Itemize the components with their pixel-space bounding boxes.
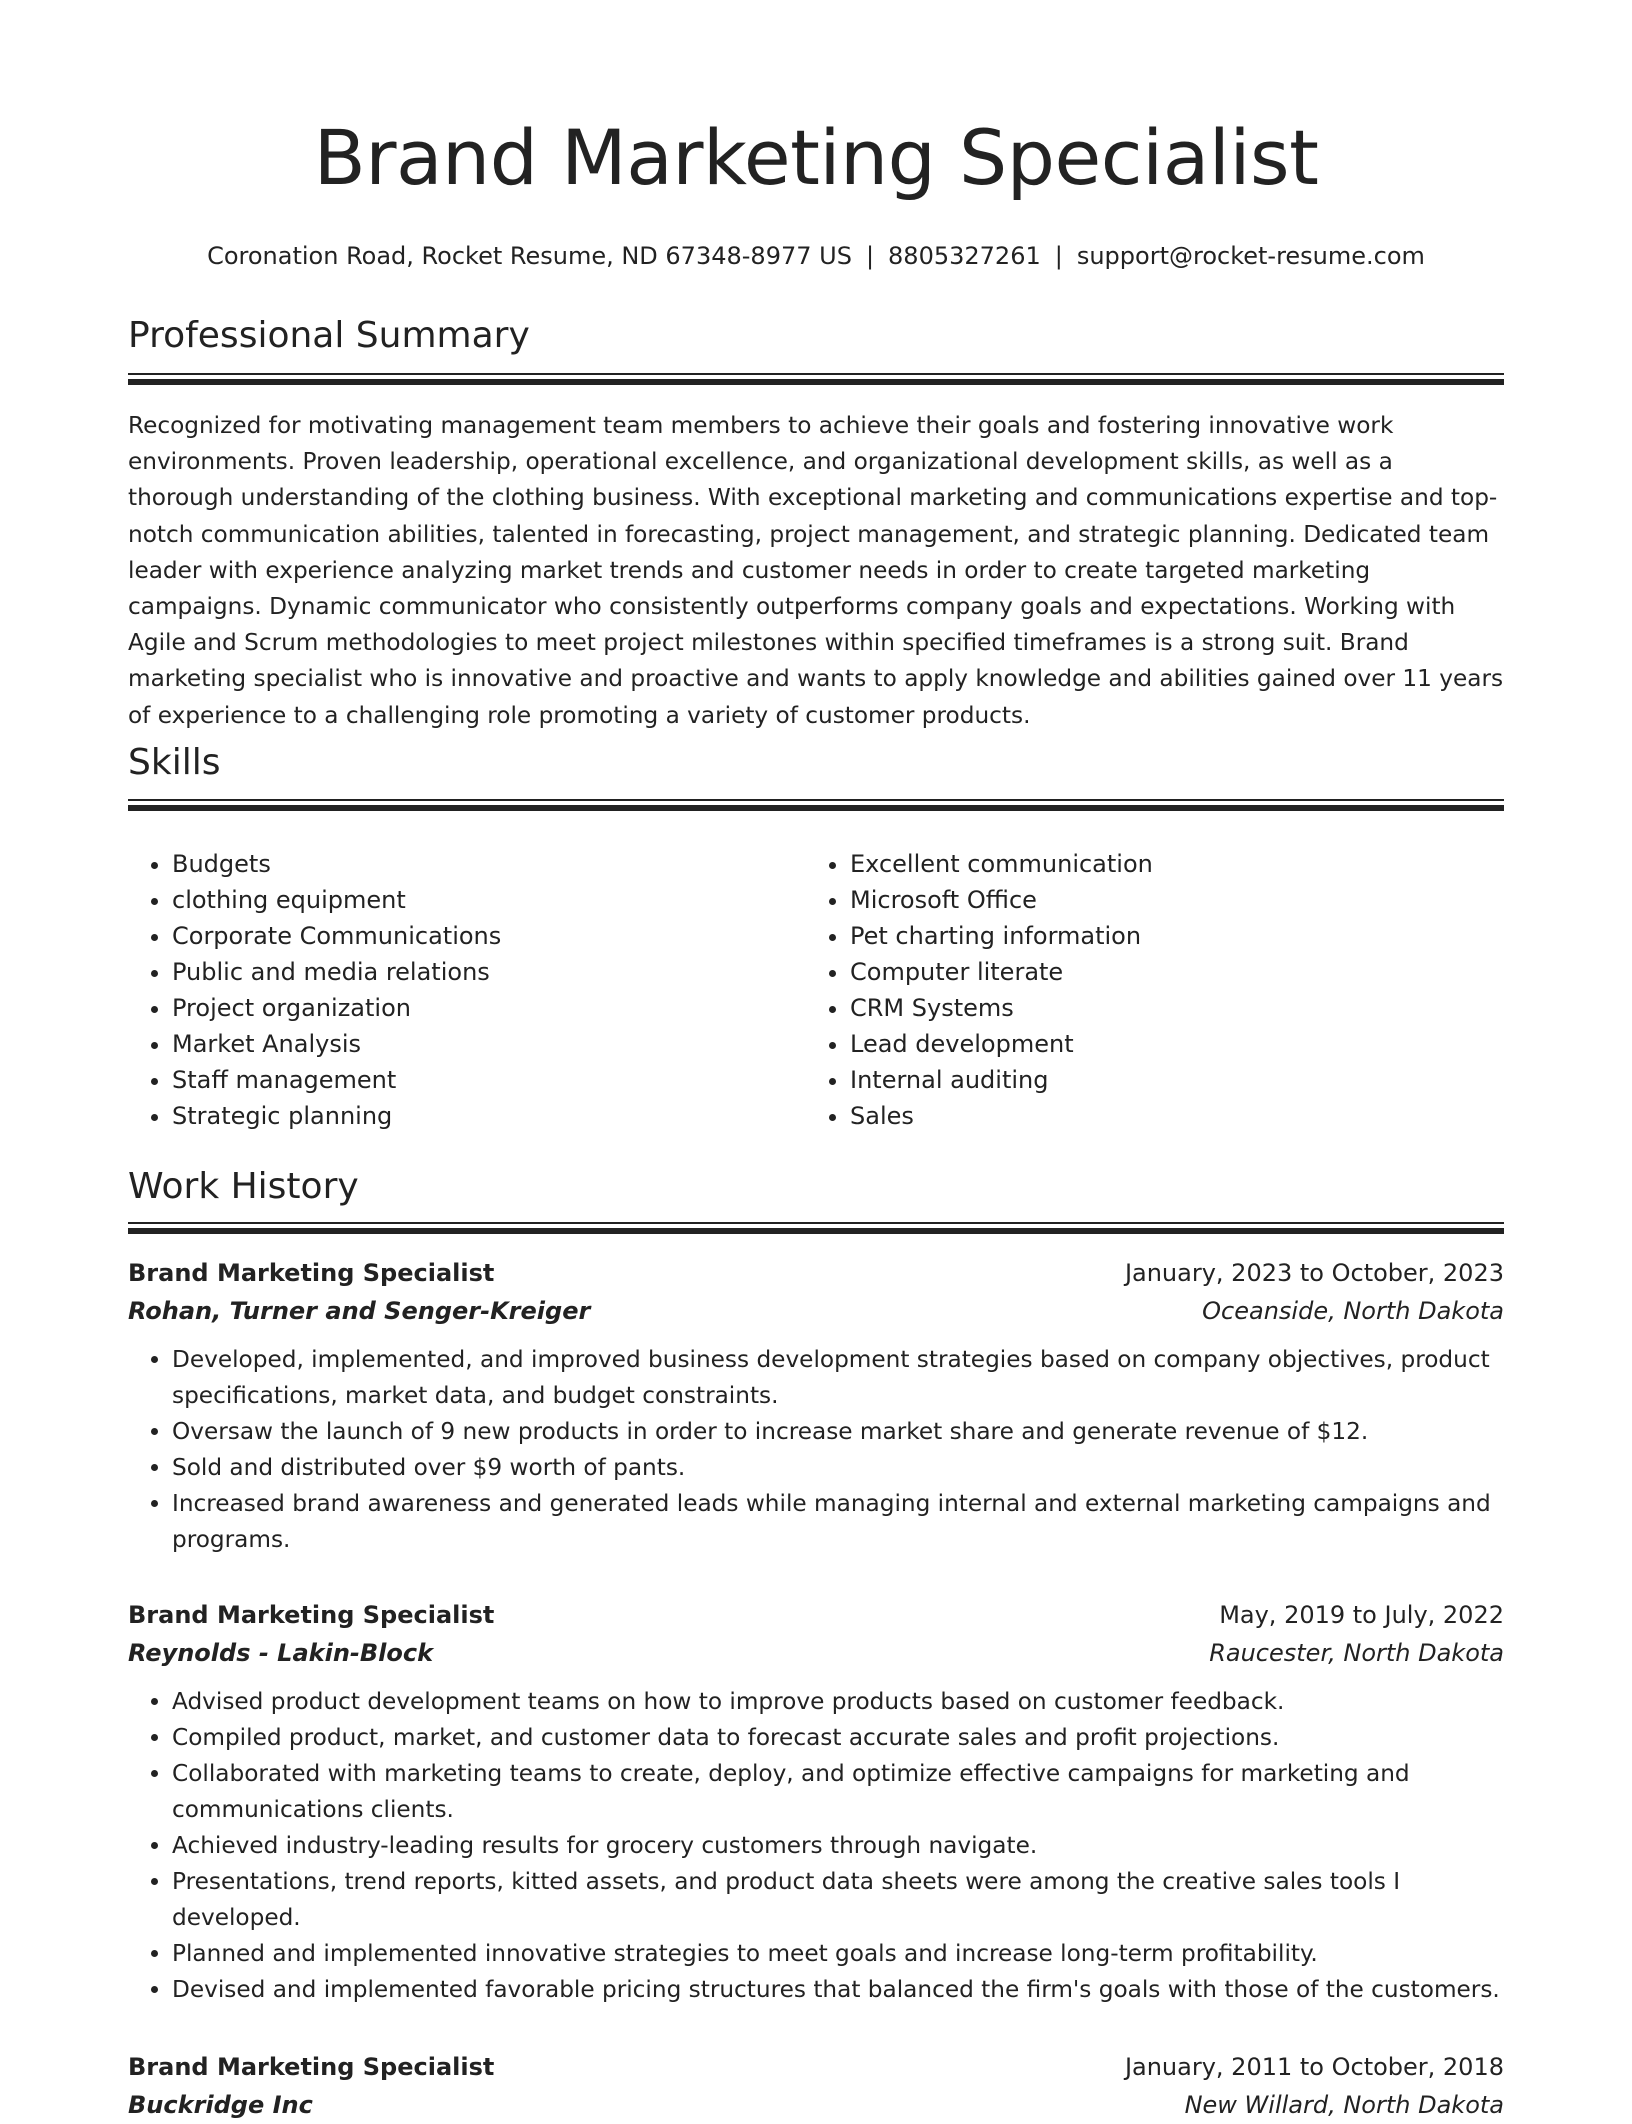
skills-list [128,846,1504,1134]
section-divider [128,1222,1504,1232]
skill-item: • Project organization [172,990,806,1026]
job-bullet: • Devised and implemented favorable pricing structures that balanced the firm's goals with those of the customers. [172,1972,1504,2008]
skill-item: • Public and media relations [172,954,806,990]
job-location: Raucester, North Dakota [1209,1639,1504,1667]
section-title-work-history: Work History [128,1166,359,1207]
job-entry [128,2048,1504,2124]
skill-item: • Staff management [172,1062,806,1098]
summary-text: Recognized for motivating management team members to achieve their goals and fostering innovative work environments. Proven leadership, operational excellence, and organizational development skills, as well as a thorough understanding of the clothing business. With exceptional marketing and communications expertise and top-notch communication abilities, talented in forecasting, project management, and strategic planning. Dedicated team leader with experience analyzing market trends and customer needs in order to create targeted marketing campaigns. Dynamic communicator who consistently outperforms company goals and expectations. Working with Agile and Scrum methodologies to meet project milestones within specified timeframes is a strong suit. Brand marketing specialist who is innovative and proactive and wants to apply knowledge and abilities gained over 11 years of experience to a challenging role promoting a variety of customer products. [128,412,1504,729]
job-dates: January, 2011 to October, 2018 [1124,2053,1504,2081]
skill-item: • Corporate Communications [172,918,806,954]
skill-item: • Computer literate [850,954,1484,990]
skill-item: • Internal auditing [850,1062,1484,1098]
job-bullet: • Achieved industry-leading results for grocery customers through navigate. [172,1828,1504,1864]
skill-item: • Microsoft Office [850,882,1484,918]
job-bullet: • Presentations, trend reports, kitted assets, and product data sheets were among the creative sales tools I developed. [172,1864,1504,1936]
section-title-skills: Skills [128,742,221,783]
job-dates: January, 2023 to October, 2023 [1124,1259,1504,1287]
resume-name: Brand Marketing Specialist [313,113,1319,202]
skill-item: • clothing equipment [172,882,806,918]
job-dates: May, 2019 to July, 2022 [1219,1601,1504,1629]
job-company: Reynolds - Lakin-Block [128,1639,434,1667]
skills-column-right [806,846,1484,1134]
skill-item: • CRM Systems [850,990,1484,1026]
skill-item: • Lead development [850,1026,1484,1062]
section-divider [128,373,1504,383]
contact-line [128,240,1504,272]
job-title: Brand Marketing Specialist [128,1259,495,1287]
skill-item: • Strategic planning [172,1098,806,1134]
job-bullet: • Oversaw the launch of 9 new products in order to increase market share and generate revenue of $12. [172,1414,1504,1450]
contact-separator: | [865,242,875,270]
job-entry [128,1596,1504,2008]
job-company: Rohan, Turner and Senger-Kreiger [128,1297,591,1325]
job-company: Buckridge Inc [128,2091,313,2119]
job-bullet: • Planned and implemented innovative strategies to meet goals and increase long-term profitability. [172,1936,1504,1972]
job-bullet: • Increased brand awareness and generated leads while managing internal and external marketing campaigns and programs. [172,1486,1504,1558]
skill-item: • Sales [850,1098,1484,1134]
job-location: New Willard, North Dakota [1184,2091,1504,2119]
contact-phone: 8805327261 [888,242,1041,270]
contact-separator: | [1054,242,1063,270]
job-entry [128,1254,1504,1558]
skill-item: • Market Analysis [172,1026,806,1062]
job-bullets [128,1684,1504,2008]
job-title: Brand Marketing Specialist [128,1601,495,1629]
skills-column-left [128,846,806,1134]
skill-item: • Budgets [172,846,806,882]
job-bullet: • Advised product development teams on how to improve products based on customer feedback. [172,1684,1504,1720]
contact-address: Coronation Road, Rocket Resume, ND 67348-8977 US [207,242,852,270]
skill-item: • Excellent communication [850,846,1484,882]
job-bullet: • Sold and distributed over $9 worth of pants. [172,1450,1504,1486]
job-bullet: • Compiled product, market, and customer data to forecast accurate sales and profit projections. [172,1720,1504,1756]
job-bullets [128,1342,1504,1558]
contact-email: support@rocket-resume.com [1076,242,1425,270]
job-title: Brand Marketing Specialist [128,2053,495,2081]
skill-item: • Pet charting information [850,918,1484,954]
job-bullet: • Collaborated with marketing teams to create, deploy, and optimize effective campaigns for marketing and communications clients. [172,1756,1504,1828]
section-divider [128,799,1504,809]
job-location: Oceanside, North Dakota [1202,1297,1504,1325]
job-bullet: • Developed, implemented, and improved business development strategies based on company objectives, product specifications, market data, and budget constraints. [172,1342,1504,1414]
section-title-summary: Professional Summary [128,315,530,356]
